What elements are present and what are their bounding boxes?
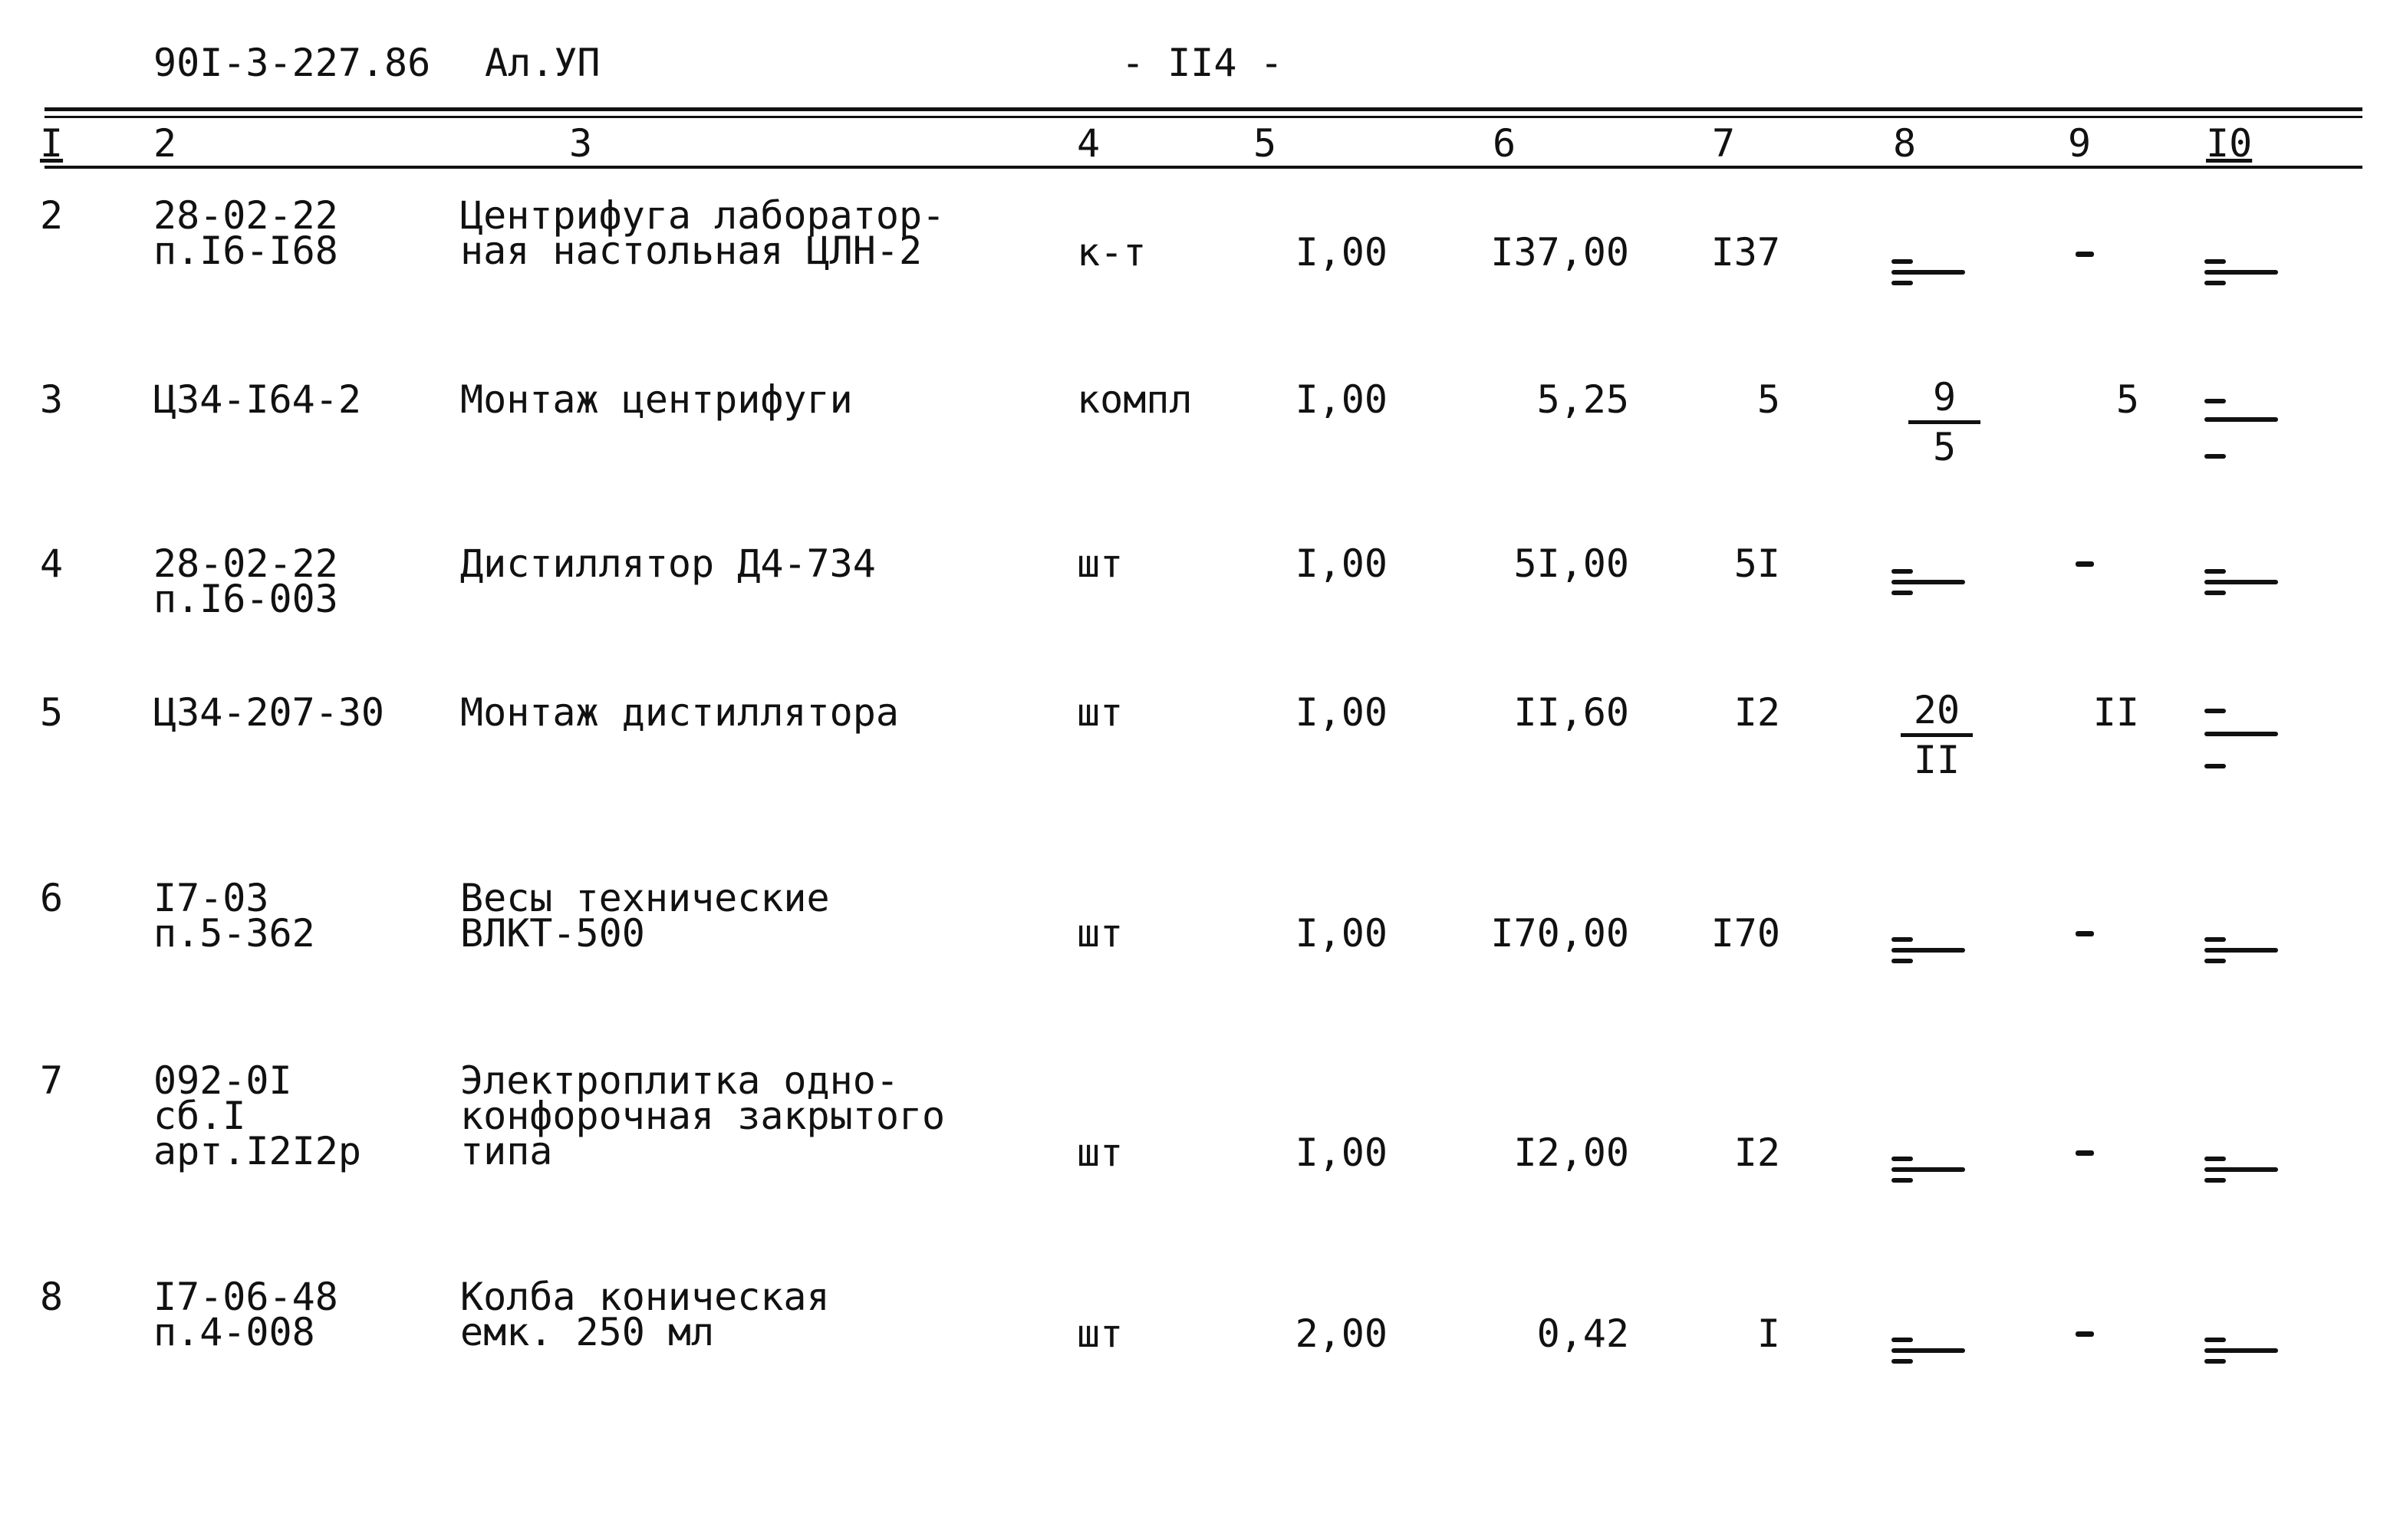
dash-fraction-mark: [2204, 399, 2278, 460]
row-name-line: Монтаж центрифуги: [460, 377, 853, 422]
row-price: I2,00: [1513, 1130, 1629, 1175]
row-code-line: п.5-362: [153, 911, 315, 956]
row-code-line: 28-02-22: [153, 541, 338, 586]
col-head-6: 6: [1493, 121, 1516, 166]
row-price: 0,42: [1536, 1311, 1629, 1356]
row-quantity: I,00: [1295, 230, 1388, 275]
row-code-line: I7-06-48: [153, 1275, 338, 1319]
dash-equal-mark: [2204, 259, 2278, 287]
dash-mark: [2076, 252, 2094, 257]
top-rule: [44, 107, 2362, 111]
document-code: 90I-3-227.86: [153, 41, 431, 85]
col-head-7: 7: [1712, 121, 1736, 166]
row-col9: II: [2092, 690, 2139, 735]
row-name-line: типа: [460, 1129, 553, 1173]
row-name-line: Колба коническая: [460, 1275, 830, 1319]
dash-fraction-mark: [2204, 709, 2278, 770]
fraction-denominator: 5: [1932, 425, 1957, 469]
row-code-line: п.I6-I68: [153, 229, 338, 273]
col-head-1: I: [40, 121, 64, 166]
col-head-4: 4: [1077, 121, 1101, 166]
dash-mark: [2076, 1331, 2094, 1337]
row-price: I70,00: [1490, 911, 1629, 956]
fraction-value: [1902, 376, 1987, 469]
sheet-label: Ал.УП: [485, 41, 601, 85]
dash-equal-mark: [1891, 1157, 1965, 1184]
row-name-line: Центрифуга лаборатор-: [460, 193, 946, 238]
row-unit: шт: [1077, 541, 1124, 586]
col-head-9: 9: [2068, 121, 2092, 166]
row-unit: шт: [1077, 911, 1124, 956]
dash-equal-mark: [1891, 569, 1965, 597]
row-number: 7: [40, 1058, 64, 1103]
row-number: 8: [40, 1275, 64, 1319]
row-number: 4: [40, 541, 64, 586]
col-head-5: 5: [1253, 121, 1277, 166]
dash-mark: [2076, 931, 2094, 936]
row-number: 3: [40, 377, 64, 422]
row-total: I2: [1733, 690, 1780, 735]
dash-mark: [2076, 561, 2094, 567]
row-name-line: конфорочная закрытого: [460, 1094, 946, 1138]
row-code-line: сб.I: [153, 1094, 246, 1138]
row-price: II,60: [1513, 690, 1629, 735]
row-code-line: 28-02-22: [153, 193, 338, 238]
fraction-denominator: II: [1913, 738, 1960, 782]
dash-equal-mark: [2204, 569, 2278, 597]
row-code-line: п.4-008: [153, 1310, 315, 1354]
row-quantity: I,00: [1295, 377, 1388, 422]
row-unit: к-т: [1077, 230, 1147, 275]
row-total: I: [1756, 1311, 1780, 1356]
row-quantity: I,00: [1295, 690, 1388, 735]
row-total: 5I: [1733, 541, 1780, 586]
dash-equal-mark: [2204, 937, 2278, 965]
row-name-line: Монтаж дистиллятора: [460, 690, 899, 735]
row-name-line: Весы технические: [460, 876, 830, 920]
row-total: I37: [1710, 230, 1780, 275]
row-price: 5I,00: [1513, 541, 1629, 586]
page-number: - II4 -: [1121, 41, 1283, 85]
dash-equal-mark: [2204, 1338, 2278, 1365]
row-number: 6: [40, 876, 64, 920]
fraction-numerator: 9: [1932, 375, 1957, 420]
row-number: 2: [40, 193, 64, 238]
row-quantity: I,00: [1295, 1130, 1388, 1175]
top-rule-thin: [44, 116, 2362, 118]
row-code-line: арт.I2I2р: [153, 1129, 361, 1173]
row-name-line: емк. 250 мл: [460, 1310, 715, 1354]
row-quantity: I,00: [1295, 541, 1388, 586]
col-head-3: 3: [569, 121, 593, 166]
row-unit: шт: [1077, 1311, 1124, 1356]
row-code-line: I7-03: [153, 876, 269, 920]
row-total: 5: [1756, 377, 1780, 422]
row-unit: шт: [1077, 690, 1124, 735]
col-head-8: 8: [1893, 121, 1917, 166]
row-code-line: Ц34-I64-2: [153, 377, 361, 422]
row-code-line: Ц34-207-30: [153, 690, 385, 735]
row-quantity: I,00: [1295, 911, 1388, 956]
fraction-numerator: 20: [1913, 688, 1960, 732]
row-total: I2: [1733, 1130, 1780, 1175]
row-code-line: 092-0I: [153, 1058, 292, 1103]
dash-mark: [2076, 1150, 2094, 1156]
row-price: 5,25: [1536, 377, 1629, 422]
row-name-line: Дистиллятор Д4-734: [460, 541, 876, 586]
row-quantity: 2,00: [1295, 1311, 1388, 1356]
row-name-line: ВЛКТ-500: [460, 911, 645, 956]
row-unit: компл: [1077, 377, 1193, 422]
header-rule: [44, 166, 2362, 169]
col-head-2: 2: [153, 121, 177, 166]
row-price: I37,00: [1490, 230, 1629, 275]
row-total: I70: [1710, 911, 1780, 956]
row-number: 5: [40, 690, 64, 735]
fraction-bar: [1901, 733, 1973, 737]
row-name-line: ная настольная ЦЛН-2: [460, 229, 923, 273]
row-col9: 5: [2115, 377, 2139, 422]
row-name-line: Электроплитка одно-: [460, 1058, 899, 1103]
row-unit: шт: [1077, 1130, 1124, 1175]
dash-equal-mark: [1891, 937, 1965, 965]
col-head-10: I0: [2206, 121, 2253, 166]
dash-equal-mark: [2204, 1157, 2278, 1184]
fraction-value: [1895, 689, 1979, 782]
fraction-bar: [1908, 420, 1980, 424]
dash-equal-mark: [1891, 259, 1965, 287]
row-code-line: п.I6-003: [153, 577, 338, 621]
dash-equal-mark: [1891, 1338, 1965, 1365]
